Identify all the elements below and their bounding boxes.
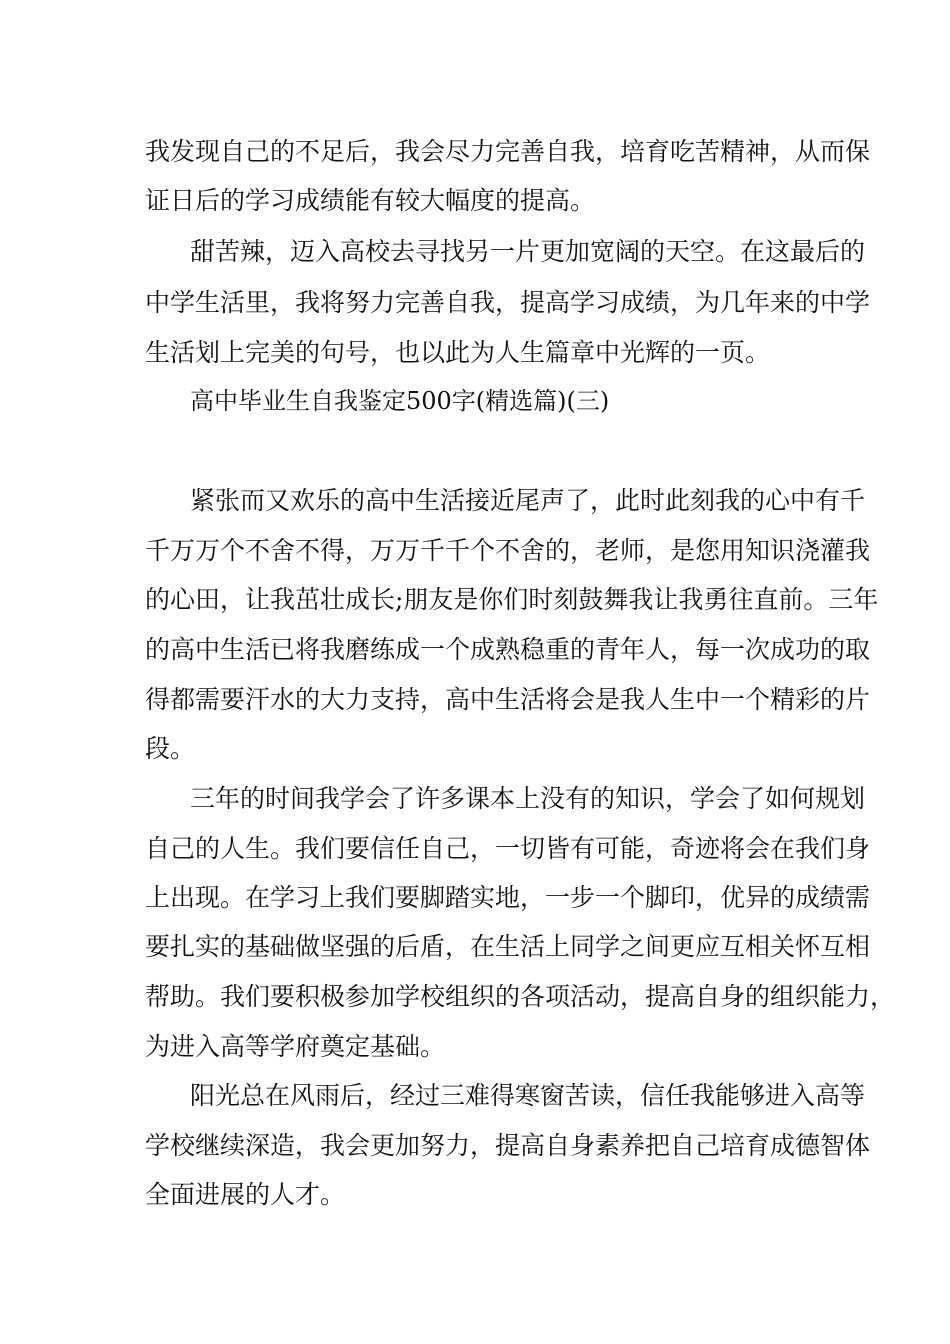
- paragraph-line: 甜苦辣，迈入高校去寻找另一片更加宽阔的天空。在这最后的: [190, 237, 866, 266]
- paragraph-line: 帮助。我们要积极参加学校组织的各项活动，提高自身的组织能力，: [145, 982, 896, 1011]
- paragraph-line: 的高中生活已将我磨练成一个成熟稳重的青年人，每一次成功的取: [145, 635, 871, 664]
- paragraph-line: 得都需要汗水的大力支持，高中生活将会是我人生中一个精彩的片: [145, 685, 871, 714]
- paragraph-line: 千万万个不舍不得，万万千千个不舍的，老师，是您用知识浇灌我: [145, 536, 871, 565]
- paragraph-line: 学校继续深造，我会更加努力，提高自身素养把自己培育成德智体: [145, 1131, 871, 1160]
- paragraph-line: 为进入高等学府奠定基础。: [145, 1032, 446, 1061]
- paragraph-line: 中学生活里，我将努力完善自我，提高学习成绩，为几年来的中学: [145, 288, 871, 317]
- paragraph-line: 的心田，让我茁壮成长;朋友是你们时刻鼓舞我让我勇往直前。三年: [145, 585, 879, 614]
- paragraph-line: 自己的人生。我们要信任自己，一切皆有可能，奇迹将会在我们身: [145, 834, 871, 863]
- section-heading: 高中毕业生自我鉴定500字(精选篇)(三): [190, 387, 610, 415]
- paragraph-line: 全面进展的人才。: [145, 1180, 346, 1209]
- paragraph-line: 紧张而又欢乐的高中生活接近尾声了，此时此刻我的心中有千: [190, 486, 866, 515]
- paragraph-line: 上出现。在学习上我们要脚踏实地，一步一个脚印，优异的成绩需: [145, 883, 871, 912]
- paragraph-line: 三年的时间我学会了许多课本上没有的知识，学会了如何规划: [190, 784, 866, 813]
- paragraph-line: 要扎实的基础做坚强的后盾，在生活上同学之间更应互相关怀互相: [145, 932, 871, 961]
- paragraph-line: 我发现自己的不足后，我会尽力完善自我，培育吃苦精神，从而保: [145, 137, 871, 166]
- paragraph-line: 证日后的学习成绩能有较大幅度的提高。: [145, 186, 596, 215]
- paragraph-line: 段。: [145, 734, 196, 763]
- paragraph-line: 生活划上完美的句号，也以此为人生篇章中光辉的一页。: [145, 338, 771, 367]
- paragraph-line: 阳光总在风雨后，经过三难得寒窗苦读，信任我能够进入高等: [190, 1081, 866, 1110]
